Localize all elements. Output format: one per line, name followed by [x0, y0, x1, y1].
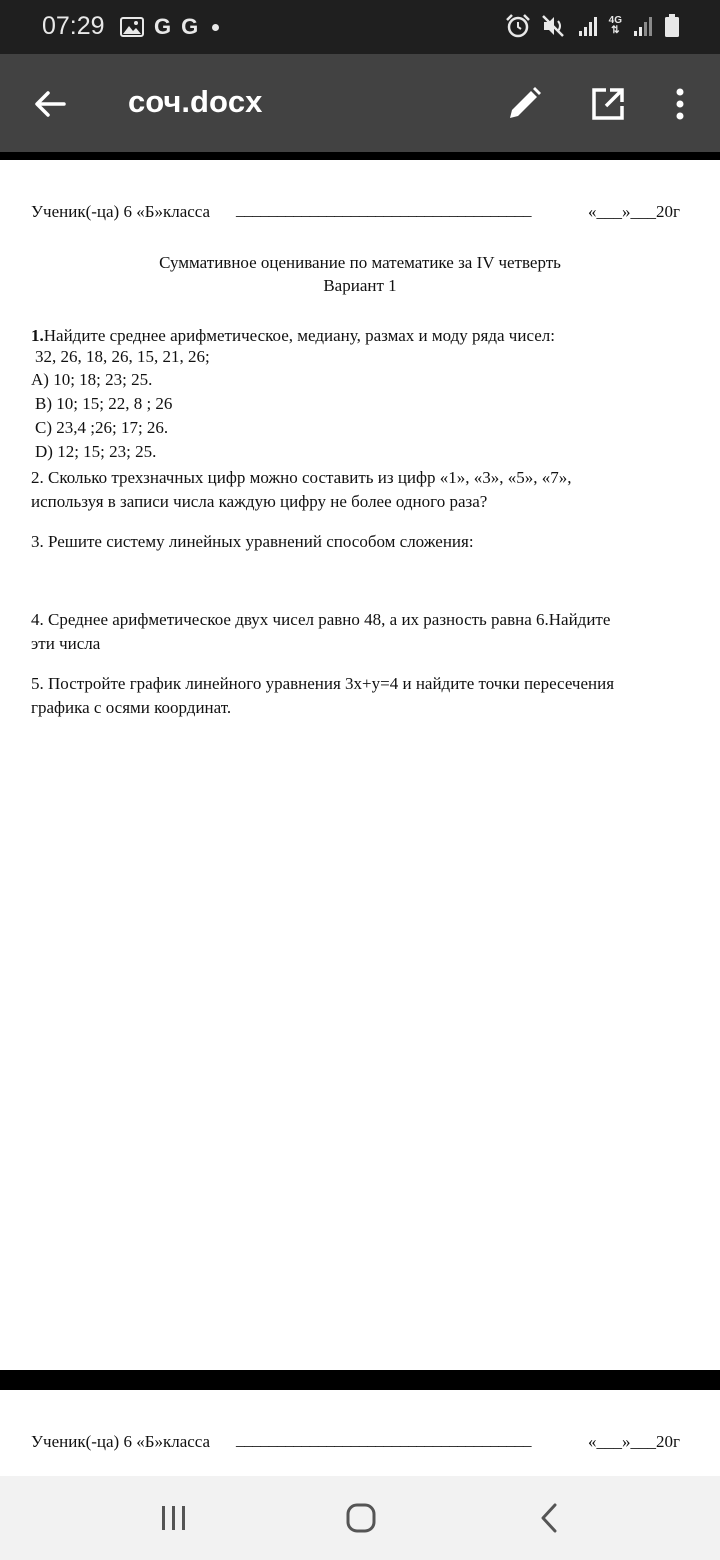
- question-1: [31, 326, 555, 346]
- page-separator: [0, 1370, 720, 1390]
- question-3: 3. Решите систему линейных уравнений способом сложения:: [31, 532, 474, 551]
- variant-label: Вариант 1: [323, 276, 397, 295]
- more-options-button[interactable]: [660, 84, 700, 124]
- home-icon: [341, 1498, 381, 1538]
- status-bar: [0, 0, 720, 54]
- question-2-line-2: используя в записи числа каждую цифру не более одного раза?: [31, 492, 488, 511]
- more-vertical-icon: [660, 84, 700, 124]
- mute-icon: [541, 14, 567, 38]
- question-4-line-2: эти числа: [31, 634, 101, 653]
- student-name-blank: ____________________________________: [236, 1430, 532, 1449]
- image-icon: [120, 17, 144, 37]
- question-4-line-1: 4. Среднее арифметическое двух чисел равно 48, а их разность равна 6.Найдите: [31, 610, 611, 629]
- edit-button[interactable]: [504, 84, 544, 124]
- google-icon: G: [181, 14, 199, 39]
- network-label: 4G: [608, 15, 622, 26]
- student-name-blank: ____________________________________: [236, 200, 532, 219]
- date-field: «___»___20г: [588, 1432, 680, 1451]
- status-right-icons: [505, 13, 680, 39]
- date-field: «___»___20г: [588, 202, 680, 221]
- chevron-left-icon: [530, 1498, 570, 1538]
- navigation-bar: [0, 1476, 720, 1560]
- open-in-app-button[interactable]: [588, 84, 628, 124]
- signal-icon: [632, 15, 654, 37]
- document-page-2[interactable]: [0, 1390, 720, 1476]
- question-1-text: Найдите среднее арифметическое, медиану, размах и моду ряда чисел:: [43, 326, 555, 345]
- recent-apps-icon: [154, 1498, 194, 1538]
- notification-dot-icon: [212, 24, 219, 31]
- arrow-left-icon: [30, 84, 70, 124]
- app-bar: [0, 54, 720, 152]
- home-button[interactable]: [341, 1498, 381, 1538]
- battery-icon: [664, 14, 680, 38]
- alarm-icon: [505, 13, 531, 39]
- network-4g-icon: 4G ⇅: [608, 15, 622, 36]
- page-separator: [0, 152, 720, 160]
- status-time: 07:29: [42, 12, 105, 40]
- pencil-icon: [504, 84, 544, 124]
- question-1-option-c: C) 23,4 ;26; 17; 26.: [35, 418, 169, 437]
- question-1-option-d: D) 12; 15; 23; 25.: [35, 442, 157, 461]
- question-1-option-a: A) 10; 18; 23; 25.: [31, 370, 153, 389]
- google-icon: G: [154, 14, 172, 39]
- status-left-icons: [120, 14, 219, 40]
- question-5-line-1: 5. Постройте график линейного уравнения 3x+y=4 и найдите точки пересечения: [31, 674, 615, 693]
- document-heading: Суммативное оценивание по математике за IV четверть: [159, 253, 561, 272]
- document-page[interactable]: [0, 160, 720, 1370]
- question-5-line-2: графика с осями координат.: [31, 698, 232, 717]
- question-2-line-1: 2. Сколько трехзначных цифр можно составить из цифр «1», «3», «5», «7»,: [31, 468, 572, 487]
- student-header-label: Ученик(-ца) 6 «Б»класса: [31, 202, 211, 221]
- open-external-icon: [588, 84, 628, 124]
- back-button[interactable]: [30, 84, 70, 124]
- student-header-label: Ученик(-ца) 6 «Б»класса: [31, 1432, 211, 1451]
- question-1-option-b: B) 10; 15; 22, 8 ; 26: [35, 394, 173, 413]
- document-title: соч.docx: [128, 84, 263, 119]
- question-1-number: 1.: [31, 326, 44, 345]
- question-1-series: 32, 26, 18, 26, 15, 21, 26;: [35, 347, 210, 366]
- back-nav-button[interactable]: [530, 1498, 570, 1538]
- recent-apps-button[interactable]: [154, 1498, 194, 1538]
- signal-icon: [577, 15, 599, 37]
